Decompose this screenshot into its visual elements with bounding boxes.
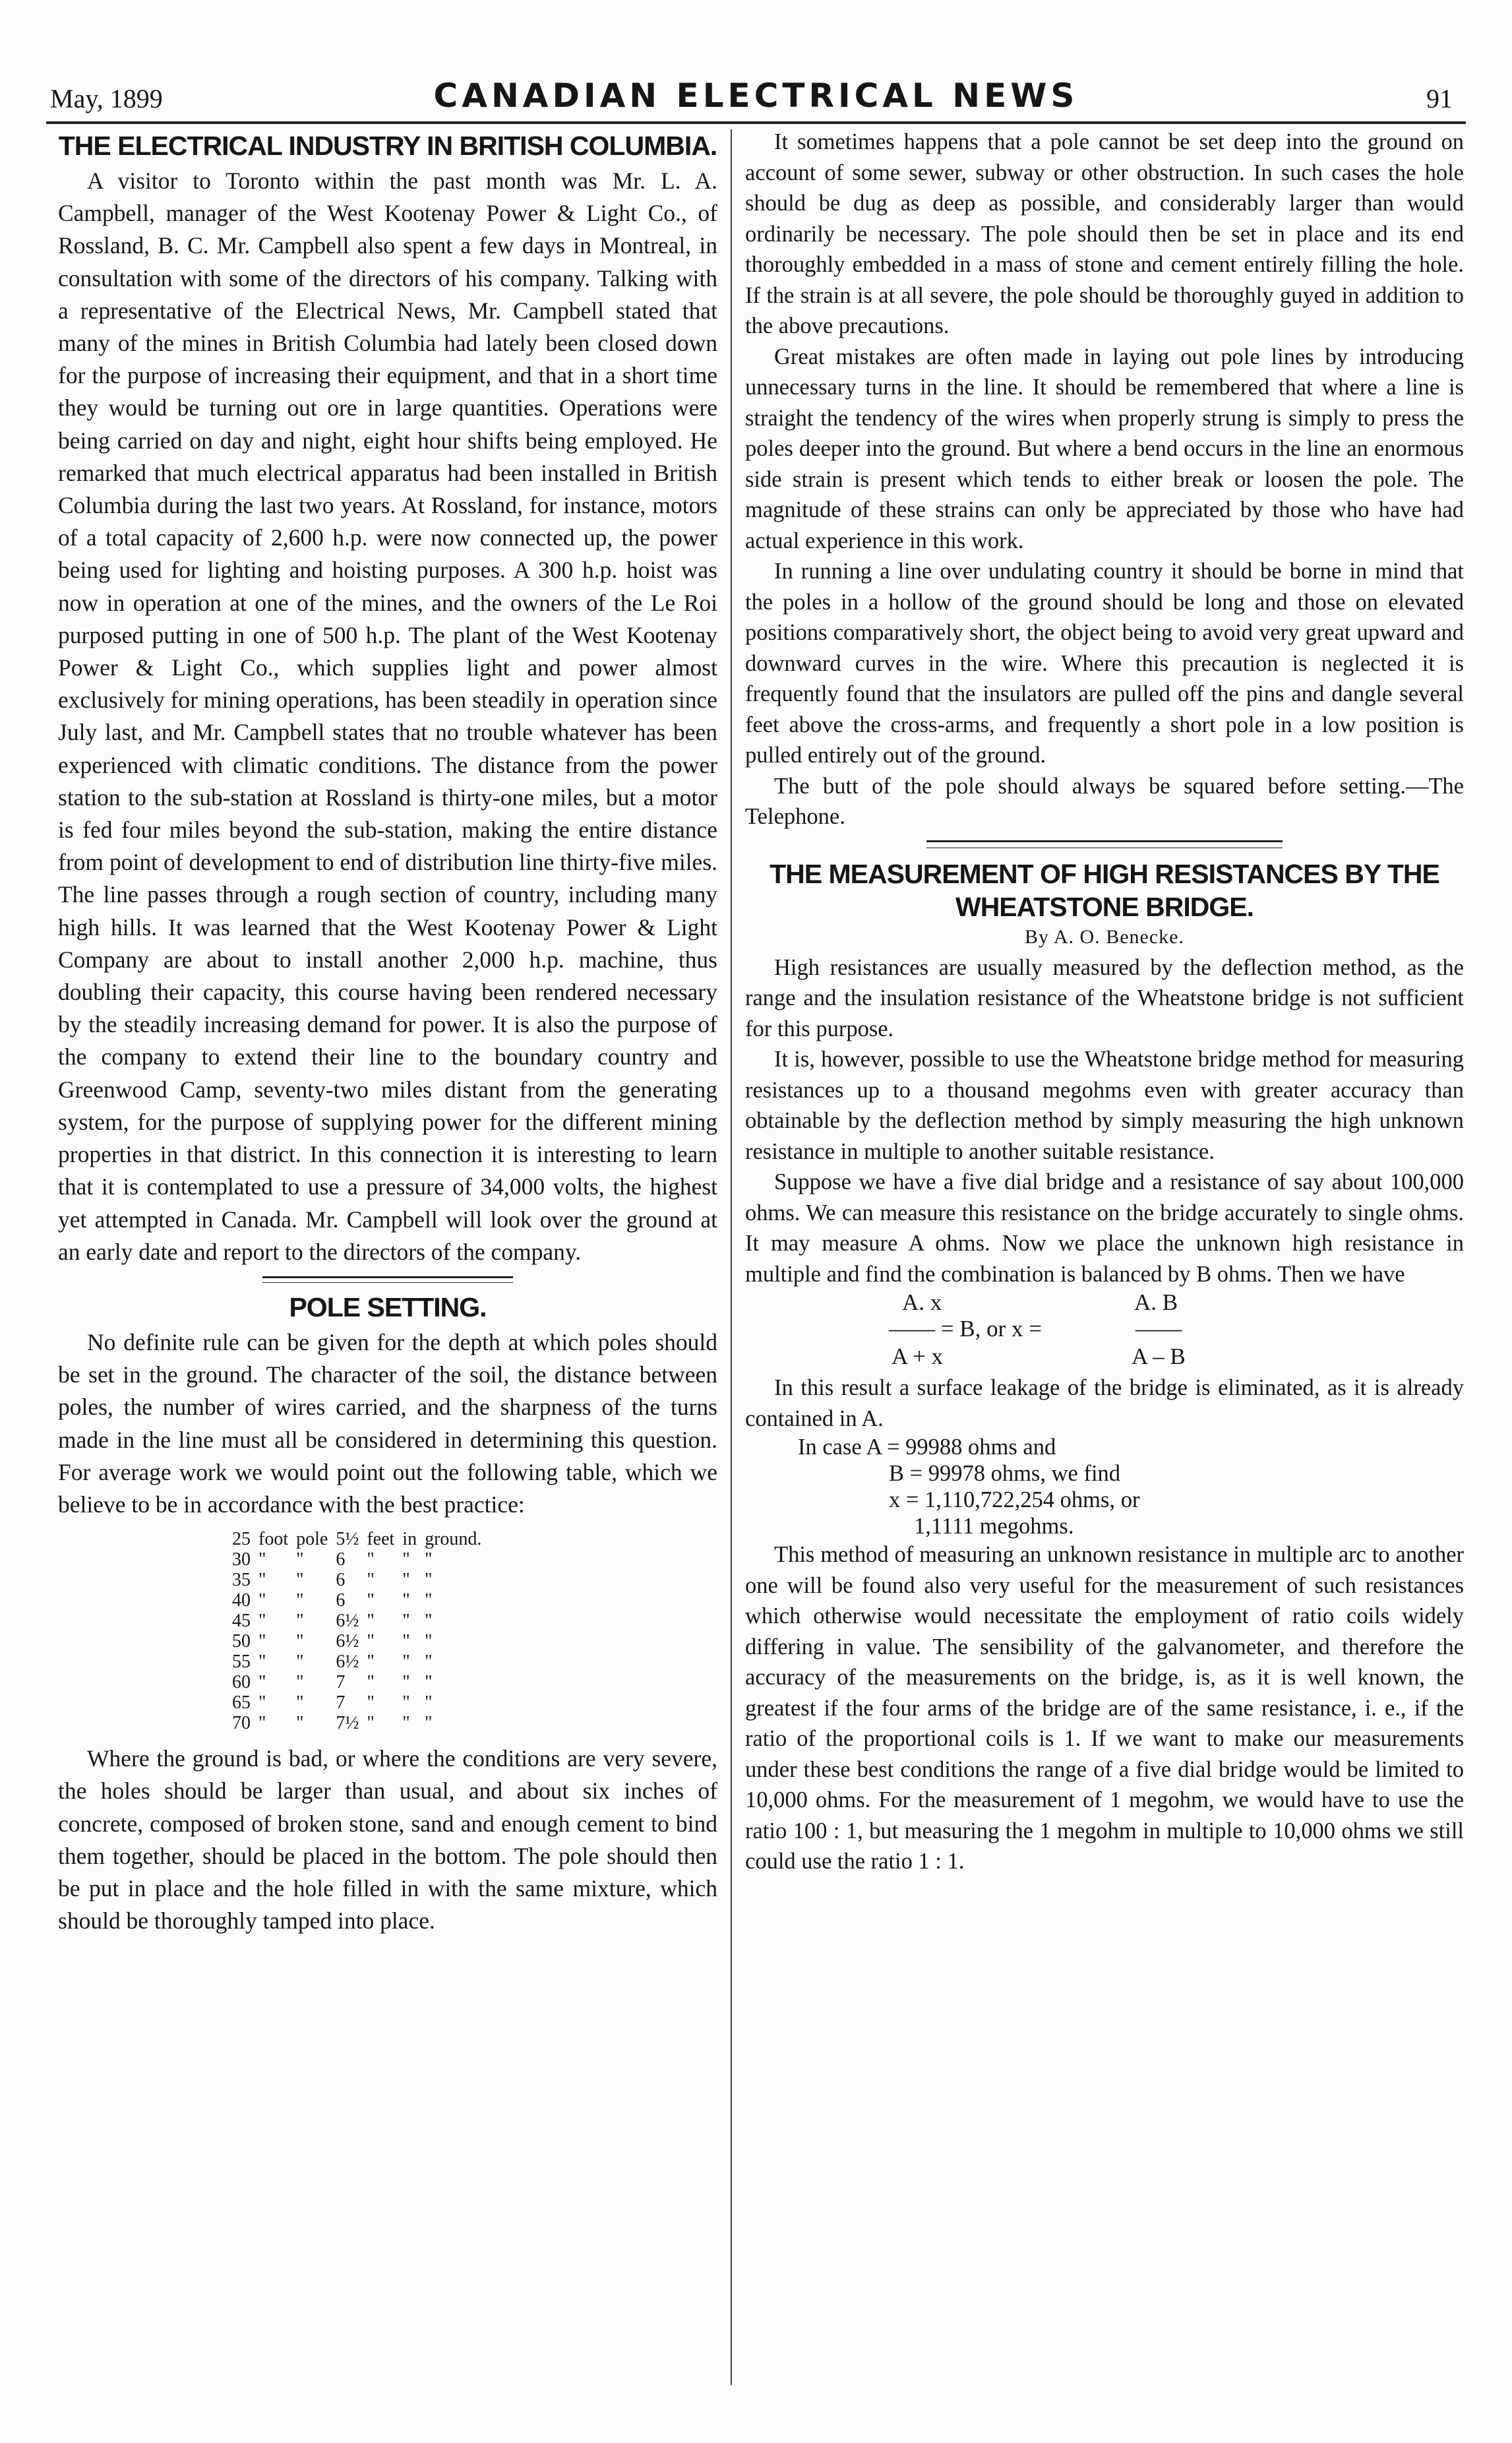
pole-table-cell: "	[425, 1652, 433, 1673]
calc-line: B = 99978 ohms, we find	[889, 1461, 1121, 1486]
pole-table-cell: "	[258, 1692, 266, 1714]
left-column	[58, 127, 717, 1937]
pole-table-cell: "	[402, 1549, 410, 1570]
bridge-formula	[745, 1289, 1464, 1373]
pole-table-cell: "	[367, 1590, 375, 1611]
pole-table-cell: "	[258, 1713, 266, 1734]
pole-butt-paragraph: The butt of the pole should always be squared before setting.—The Telephone.	[745, 773, 1464, 829]
pole-table-cell: 50	[232, 1631, 251, 1652]
pole-table-cell: 55	[232, 1652, 251, 1673]
pole-table-cell: "	[425, 1549, 433, 1570]
bridge-paragraph-5: This method of measuring an unknown resistance in multiple arc to another one will be found also very useful for the measurement of such resistances which otherwise would necessitate the employment of ratio coils widely differing in value. The sensibility of the galvanometer, and therefore the accuracy of the measurements on the bridge, is, as it is well known, the greatest if the four arms of the bridge are of the same resistance, i. e., if the ratio of the proportional coils is 1. If we want to make our measurements under these best conditions the range of a five dial bridge would be limited to 10,000 ohms. For the measurement of 1 megohm, we would have to use the ratio 100 : 1, but measuring the 1 megohm in multiple to 10,000 ohms we still could use the ratio 1 : 1.	[745, 1542, 1464, 1874]
pole-table-cell: "	[402, 1672, 410, 1693]
pole-table-cell: 7	[336, 1672, 346, 1693]
page-number: 91	[1426, 84, 1453, 113]
byline: By A. O. Benecke.	[1025, 925, 1184, 948]
pole-table-cell: ground.	[425, 1529, 482, 1550]
header-rule	[46, 121, 1466, 124]
formula-denominator-2: A – B	[1132, 1344, 1186, 1369]
pole-table-cell: "	[296, 1631, 304, 1652]
pole-table-cell: "	[402, 1692, 410, 1714]
pole-table-cell: "	[402, 1652, 410, 1673]
pole-mistakes-paragraph: Great mistakes are often made in laying out pole lines by introducing unnecessary turns in the line. It should be remembered that where a line is straight the tendency of the wires when properly strung is simply to press the poles deeper into the ground. But where a bend occurs in the line an enormous side strain is present which tends to either break or loosen the pole. The magnitude of these strains can only be appreciated by those who have had actual experience in this work.	[745, 344, 1464, 553]
pole-table-cell: 7½	[336, 1713, 359, 1734]
pole-table-cell: "	[367, 1549, 375, 1570]
pole-table-cell: "	[258, 1590, 266, 1611]
pole-table-cell: "	[258, 1549, 266, 1570]
pole-table-cell: 45	[232, 1611, 251, 1632]
formula-numerator-1: A. x	[902, 1289, 942, 1315]
pole-table-cell: "	[402, 1713, 410, 1734]
pole-table-cell: 6½	[336, 1611, 359, 1632]
pole-table-row	[228, 1529, 485, 1549]
pole-table-cell: 35	[232, 1570, 251, 1591]
column-divider	[731, 129, 732, 2385]
pole-table-cell: "	[367, 1692, 375, 1714]
pole-table-cell: "	[367, 1672, 375, 1693]
pole-undulating-paragraph: In running a line over undulating country it should be borne in mind that the poles in a hollow of the ground should be long and those on elevated positions comparatively short, the object being to avoid very great upward and downward curves in the wire. Where this precaution is neglected it is frequently found that the insulators are pulled off the pins and dangle several feet above the cross-arms, and frequently a short pole in a low position is pulled entirely out of the ground.	[745, 559, 1464, 768]
article-title-pole: POLE SETTING.	[289, 1291, 487, 1322]
pole-table-cell: "	[402, 1590, 410, 1611]
pole-table-cell: "	[367, 1570, 375, 1591]
pole-table-row	[228, 1652, 485, 1672]
formula-denominator-1: A + x	[892, 1344, 944, 1369]
pole-table-cell: "	[296, 1590, 304, 1611]
pole-table-cell: 6	[336, 1590, 346, 1611]
pole-table-cell: pole	[296, 1529, 328, 1550]
pole-table-cell: "	[296, 1692, 304, 1714]
section-rule	[262, 1276, 513, 1278]
pole-depth-table	[228, 1529, 485, 1733]
pole-table-cell: "	[258, 1672, 266, 1693]
pole-table-row	[228, 1611, 485, 1631]
article-title-bc: THE ELECTRICAL INDUSTRY IN BRITISH COLUMBIA.	[58, 131, 717, 161]
pole-table-cell: 6	[336, 1549, 346, 1570]
section-rule-thin	[262, 1282, 513, 1283]
formula-numerator-2: A. B	[1134, 1289, 1178, 1315]
pole-table-cell: "	[425, 1692, 433, 1714]
pole-table-cell: "	[296, 1570, 304, 1591]
pole-table-row	[228, 1631, 485, 1652]
pole-table-cell: "	[402, 1631, 410, 1652]
pole-table-cell: in	[402, 1529, 417, 1550]
formula-equation: —— = B, or x =	[889, 1316, 1042, 1342]
bridge-paragraph-1: High resistances are usually measured by the deflection method, as the range and the insulation resistance of the Wheatstone bridge is not sufficient for this purpose.	[745, 954, 1464, 1041]
pole-table-cell: 25	[232, 1529, 251, 1550]
pole-table-cell: "	[367, 1652, 375, 1673]
pole-table-cell: "	[425, 1672, 433, 1693]
calc-line: x = 1,110,722,254 ohms, or	[889, 1487, 1140, 1512]
pole-table-cell: feet	[367, 1529, 395, 1550]
page-header	[46, 77, 1466, 120]
pole-table-cell: 6	[336, 1570, 346, 1591]
pole-table-cell: 6½	[336, 1631, 359, 1652]
pole-table-cell: 65	[232, 1692, 251, 1714]
publication-title: CANADIAN ELECTRICAL NEWS	[433, 77, 1079, 115]
pole-table-cell: "	[296, 1611, 304, 1632]
pole-table-cell: "	[402, 1570, 410, 1591]
pole-table-cell: 5½	[336, 1529, 359, 1550]
pole-bad-ground-paragraph: Where the ground is bad, or where the conditions are very severe, the holes should be larger than usual, and about six inches of concrete, composed of broken stone, sand and enough cement to bind them together, should be placed in the bottom. The pole should then be put in place and the hole filled in with the same mixture, which should be thoroughly tamped into place.	[58, 1745, 717, 1934]
pole-table-row	[228, 1672, 485, 1692]
pole-table-row	[228, 1713, 485, 1733]
pole-table-row	[228, 1692, 485, 1713]
bridge-calculation	[798, 1434, 1464, 1539]
article-body-bc: A visitor to Toronto within the past month was Mr. L. A. Campbell, manager of the West Kootenay Power & Light Co., of Rossland, B. C. Mr. Campbell also spent a few days in Montreal, in consultation with some of the directors of his company. Talking with a representative of the Electrical News, Mr. Campbell stated that many of the mines in British Columbia had lately been closed down for the purpose of increasing their equipment, and that in a short time they would be turning out ore in large quantities. Operations were being carried on day and night, eight hour shifts being employed. He remarked that much electrical apparatus had been installed in British Columbia during the last two years. At Rossland, for instance, motors of a total capacity of 2,600 h.p. were now connected up, the power being used for lighting and hoisting purposes. A 300 h.p. hoist was now in operation at one of the mines, and the owners of the Le Roi purposed putting in one of 500 h.p. The plant of the West Kootenay Power & Light Co., which supplies light and power almost exclusively for mining operations, has been steadily in operation since July last, and Mr. Campbell states that no trouble whatever has been experienced with climatic conditions. The distance from the power station to the sub-station at Rossland is thirty-one miles, but a motor is fed four miles beyond the sub-station, making the entire distance from point of development to end of distribution line thirty-five miles. The line passes through a rough section of country, including many high hills. It was learned that the West Kootenay Power & Light Company are about to install another 2,000 h.p. machine, thus doubling their capacity, this course having been rendered necessary by the steadily increasing demand for power. It is also the purpose of the company to extend their line to the boundary country and Greenwood Camp, seventy-two miles distant from the generating system, for the purpose of supplying power for the different mining properties in that district. In this connection it is interesting to learn that it is contemplated to use a pressure of 34,000 volts, the highest yet attempted in Canada. Mr. Campbell will look over the ground at an early date and report to the directors of the company.	[58, 168, 717, 1265]
section-rule	[926, 840, 1283, 842]
pole-table-cell: "	[402, 1611, 410, 1632]
pole-table-cell: "	[367, 1611, 375, 1632]
pole-table-cell: "	[425, 1713, 433, 1734]
pole-table-cell: 7	[336, 1692, 346, 1714]
bridge-paragraph-4: In this result a surface leakage of the bridge is eliminated, as it is already contained in A.	[745, 1375, 1464, 1431]
issue-date: May, 1899	[50, 84, 163, 113]
pole-table-row	[228, 1570, 485, 1590]
pole-table-cell: 30	[232, 1549, 251, 1570]
calc-line: 1,1111 megohms.	[914, 1514, 1074, 1539]
pole-table-cell: 60	[232, 1672, 251, 1693]
pole-table-row	[228, 1549, 485, 1570]
pole-table-cell: "	[425, 1631, 433, 1652]
pole-table-row	[228, 1590, 485, 1611]
pole-table-cell: "	[367, 1713, 375, 1734]
pole-table-cell: "	[296, 1672, 304, 1693]
pole-table-cell: "	[296, 1549, 304, 1570]
pole-table-cell: "	[258, 1631, 266, 1652]
pole-intro: No definite rule can be given for the depth at which poles should be set in the ground. The character of the soil, the distance between poles, the number of wires carried, and the sharpness of the turns made in the line must all be considered in determining this question. For average work we would point out the following table, which we believe to be in accordance with the best practice:	[58, 1328, 717, 1518]
pole-table-cell: 6½	[336, 1652, 359, 1673]
pole-table-cell: "	[425, 1590, 433, 1611]
pole-table-cell: "	[258, 1611, 266, 1632]
pole-table-cell: "	[296, 1652, 304, 1673]
calc-line: In case A = 99988 ohms and	[798, 1435, 1056, 1460]
pole-table-cell: "	[425, 1570, 433, 1591]
pole-table-cell: "	[258, 1570, 266, 1591]
right-column	[745, 127, 1464, 1877]
pole-table-cell: "	[258, 1652, 266, 1673]
article-title-bridge: THE MEASUREMENT OF HIGH RESISTANCES BY THE WHEATSTONE BRIDGE.	[770, 858, 1439, 922]
pole-table-cell: "	[425, 1611, 433, 1632]
pole-table-cell: "	[296, 1713, 304, 1734]
bridge-paragraph-3: Suppose we have a five dial bridge and a resistance of say about 100,000 ohms. We can measure this resistance on the bridge accurately to single ohms. It may measure A ohms. Now we place the unknown high resistance in multiple and find the combination is balanced by B ohms. Then we have	[745, 1169, 1464, 1287]
pole-table-cell: 40	[232, 1590, 251, 1611]
pole-table-cell: "	[367, 1631, 375, 1652]
pole-obstruction-paragraph: It sometimes happens that a pole cannot be set deep into the ground on account of some sewer, subway or other obstruction. In such cases the hole should be dug as deep as possible, and considerably larger than would ordinarily be necessary. The pole should then be set in place and its end thoroughly embedded in a mass of stone and cement entirely filling the hole. If the strain is at all severe, the pole should be thoroughly guyed in addition to the above precautions.	[745, 129, 1464, 338]
bridge-paragraph-2: It is, however, possible to use the Wheatstone bridge method for measuring resistances up to a thousand megohms even with greater accuracy than obtainable by the deflection method by simply measuring the high unknown resistance in multiple to another suitable resistance.	[745, 1047, 1464, 1164]
formula-fraction-bar-2: ——	[1135, 1316, 1182, 1342]
pole-table-cell: foot	[258, 1529, 289, 1550]
pole-table-cell: 70	[232, 1713, 251, 1734]
